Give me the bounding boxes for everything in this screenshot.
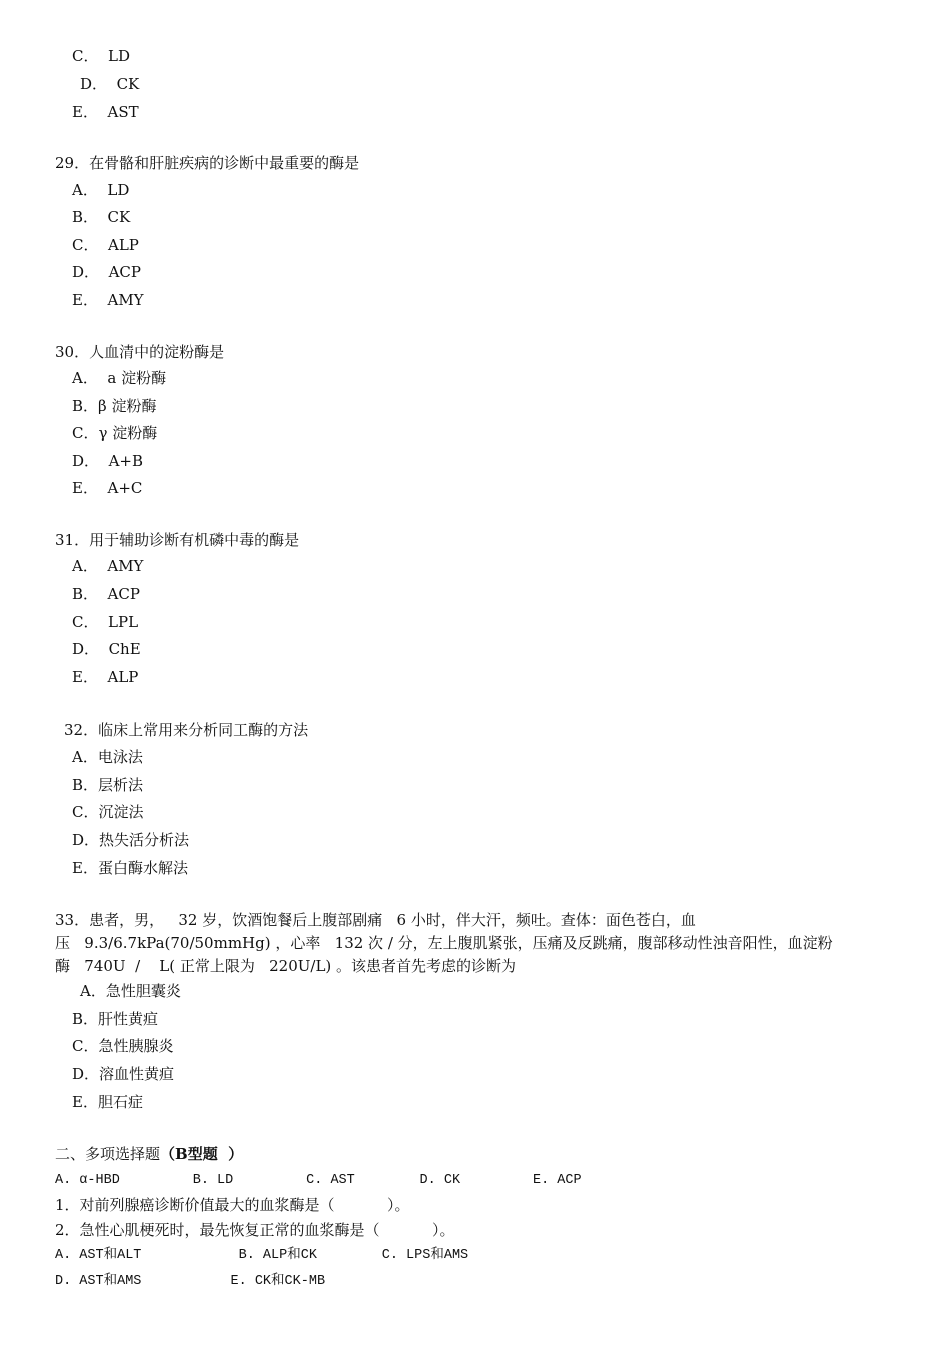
question-33-option-d: D．溶血性黄疸 — [72, 1065, 175, 1083]
question-29-option-e: E． AMY — [72, 291, 144, 309]
question-33-stem-line-3: 酶 740U / L( 正常上限为 220U/L) 。该患者首先考虑的诊断为 — [55, 957, 517, 975]
question-29-stem: 29．在骨骼和肝脏疾病的诊断中最重要的酶是 — [55, 154, 360, 172]
question-30-option-b: B．β 淀粉酶 — [72, 397, 157, 415]
question-32-stem: 32．临床上常用来分析同工酶的方法 — [64, 721, 309, 739]
question-33-option-a: A．急性胆囊炎 — [80, 982, 181, 1000]
question-32-option-a: A．电泳法 — [72, 748, 143, 766]
section-2-heading-type: （B型题 ） — [160, 1145, 244, 1163]
question-29-option-b: B． CK — [72, 208, 131, 226]
option-d: D． CK — [80, 75, 140, 93]
question-30-option-e: E． A+C — [72, 479, 143, 497]
question-32-option-d: D．热失活分析法 — [72, 831, 190, 849]
option-c: C． LD — [72, 47, 131, 65]
question-29-option-d: D． ACP — [72, 263, 141, 281]
question-31-option-c: C． LPL — [72, 613, 139, 631]
question-33-option-b: B．肝性黄疸 — [72, 1010, 159, 1028]
question-33-stem-line-2: 压 9.3/6.7kPa(70/50mmHg) ，心率 132 次 / 分，左上腹肌紧张，压痛及反跳痛，腹部移动性浊音阳性，血淀粉 — [55, 934, 833, 952]
question-31-option-d: D． ChE — [72, 640, 141, 658]
question-33-stem-line-1: 33．患者，男， 32 岁，饮酒饱餐后上腹部剧痛 6 小时，伴大汗，频吐。查体：面色苍白，血 — [55, 911, 696, 929]
question-32-option-c: C．沉淀法 — [72, 803, 144, 821]
question-29-option-a: A． LD — [72, 181, 130, 199]
section-2-options-row-1: A. AST和ALT B. ALP和CK C. LPS和AMS — [55, 1248, 469, 1263]
section-2-question-1: 1．对前列腺癌诊断价值最大的血浆酶是（ ）。 — [55, 1196, 410, 1214]
option-e: E． AST — [72, 103, 139, 121]
question-31-stem: 31．用于辅助诊断有机磷中毒的酶是 — [55, 531, 300, 549]
question-30-option-c: C．γ 淀粉酶 — [72, 424, 158, 442]
question-33-option-e: E．胆石症 — [72, 1093, 143, 1111]
question-29-option-c: C． ALP — [72, 236, 139, 254]
question-33-option-c: C．急性胰腺炎 — [72, 1037, 174, 1055]
section-2-shared-options: A. α-HBD B. LD C. AST D. CK E. ACP — [55, 1173, 582, 1188]
question-31-option-b: B． ACP — [72, 585, 140, 603]
question-31-option-e: E． ALP — [72, 668, 139, 686]
question-30-option-a: A． a 淀粉酶 — [72, 369, 167, 387]
section-2-options-row-2: D. AST和AMS E. CK和CK-MB — [55, 1274, 326, 1289]
section-2-heading — [55, 1144, 243, 1164]
section-2-question-2: 2．急性心肌梗死时，最先恢复正常的血浆酶是（ ）。 — [55, 1221, 455, 1239]
question-30-option-d: D． A+B — [72, 452, 143, 470]
question-31-option-a: A． AMY — [72, 557, 144, 575]
question-30-stem: 30．人血清中的淀粉酶是 — [55, 343, 225, 361]
question-32-option-e: E．蛋白酶水解法 — [72, 859, 188, 877]
section-2-heading-text: 二、多项选择题 — [55, 1145, 161, 1163]
question-32-option-b: B．层析法 — [72, 776, 144, 794]
